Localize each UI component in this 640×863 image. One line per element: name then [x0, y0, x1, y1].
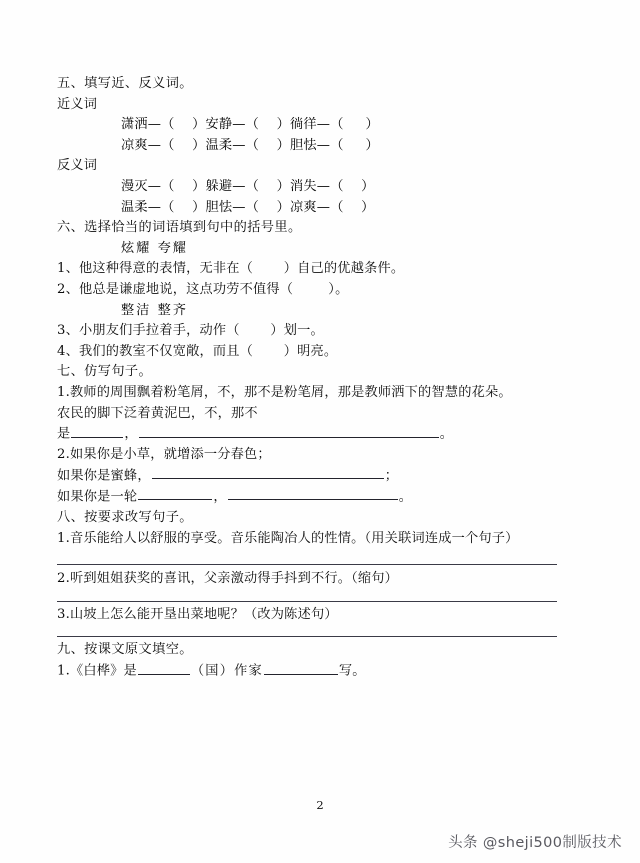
- section-seven-item-2-line-a: [57, 466, 557, 487]
- line-a-semicolon: ；: [384, 468, 399, 484]
- synonym-row: [57, 115, 557, 136]
- section-seven-item-1-answer: [57, 424, 557, 445]
- synonym-item: 温柔—（ ）: [205, 137, 291, 153]
- fill-blank[interactable]: [138, 661, 190, 675]
- fill-blank[interactable]: [264, 661, 338, 675]
- synonym-item: 安静—（ ）: [205, 117, 291, 133]
- section-six-item-2: 2、他总是谦虚地说，这点功劳不值得（ ）。: [57, 281, 349, 297]
- word-bank-two: 整洁 整齐: [121, 302, 188, 318]
- answer-rule[interactable]: [57, 564, 557, 565]
- fill-blank[interactable]: [138, 487, 212, 501]
- page-number: 2: [316, 798, 324, 812]
- answer-comma: ，: [124, 426, 138, 442]
- section-eight-heading: 八、按要求改写句子。: [57, 510, 193, 526]
- section-nine-heading: 九、按课文原文填空。: [57, 642, 193, 658]
- section-five-heading: 五、填写近、反义词。: [57, 76, 193, 91]
- answer-rule[interactable]: [57, 636, 557, 637]
- synonym-label: 近义词: [57, 96, 98, 112]
- synonym-item: 胆怯—（ ）: [290, 137, 379, 153]
- answer-period: 。: [439, 426, 454, 442]
- fill-blank[interactable]: [139, 424, 439, 438]
- synonym-item: 徜徉—（ ）: [290, 117, 379, 133]
- antonym-row: [57, 177, 557, 198]
- worksheet-content: [57, 74, 557, 682]
- section-eight-item-1: 1.音乐能给人以舒服的享受。音乐能陶冶人的性情。（用关联词连成一个句子）: [57, 530, 519, 546]
- answer-rule-wrap: [57, 625, 557, 640]
- watermark: 头条 @sheji500制版技术: [448, 835, 622, 851]
- line-b-period: 。: [398, 489, 413, 505]
- item-1-part-a: 1.《白桦》是: [57, 663, 137, 679]
- antonym-item: 消失—（ ）: [290, 178, 375, 194]
- answer-prefix: 是: [57, 426, 71, 442]
- answer-rule-wrap: [57, 549, 557, 569]
- synonym-row: [57, 136, 557, 157]
- synonym-item: 凉爽—（ ）: [121, 137, 206, 153]
- section-eight-item-2: 2.听到姐姐获奖的喜讯，父亲激动得手抖到不行。（缩句）: [57, 571, 399, 587]
- answer-rule-wrap: [57, 590, 557, 605]
- section-seven-item-2-example: 2.如果你是小草，就增添一分春色；: [57, 447, 271, 463]
- answer-rule[interactable]: [57, 601, 557, 602]
- section-seven-item-1-example: 1.教师的周围飘着粉笔屑，不，那不是粉笔屑，那是教师洒下的智慧的花朵。: [57, 384, 512, 400]
- antonym-item: 胆怯—（ ）: [205, 199, 291, 215]
- section-six-item-4: 4、我们的教室不仅宽敞，而且（ ）明亮。: [57, 343, 338, 359]
- antonym-item: 温柔—（ ）: [121, 199, 206, 215]
- antonym-item: 漫灭—（ ）: [121, 178, 206, 194]
- item-1-part-c: 写。: [338, 663, 366, 679]
- section-seven-item-1-prompt: 农民的脚下泛着黄泥巴，不，那不: [57, 405, 258, 421]
- section-seven-item-2-line-b: [57, 487, 557, 508]
- section-six-item-1: 1、他这种得意的表情，无非在（ ）自己的优越条件。: [57, 261, 405, 277]
- fill-blank[interactable]: [71, 424, 123, 438]
- line-b-comma: ，: [213, 489, 227, 505]
- section-six-item-3: 3、小朋友们手拉着手，动作（ ）划一。: [57, 323, 324, 339]
- section-nine-item-1: [57, 661, 557, 682]
- section-six-heading: 六、选择恰当的词语填到句中的括号里。: [57, 220, 302, 236]
- antonym-item: 躲避—（ ）: [205, 178, 291, 194]
- synonym-item: 潇洒—（ ）: [121, 117, 206, 133]
- fill-blank[interactable]: [152, 466, 384, 480]
- section-eight-item-3: 3.山坡上怎么能开垦出菜地呢？（改为陈述句）: [57, 606, 338, 622]
- antonym-label: 反义词: [57, 158, 98, 174]
- antonym-item: 凉爽—（ ）: [290, 199, 375, 215]
- antonym-row: [57, 198, 557, 219]
- line-a-prefix: 如果你是蜜蜂，: [57, 468, 151, 484]
- section-seven-heading: 七、仿写句子。: [57, 364, 153, 380]
- item-1-part-b: （国）作家: [190, 663, 263, 679]
- line-b-prefix: 如果你是一轮: [57, 489, 138, 505]
- fill-blank[interactable]: [228, 487, 398, 501]
- word-bank-one: 炫耀 夸耀: [121, 240, 188, 256]
